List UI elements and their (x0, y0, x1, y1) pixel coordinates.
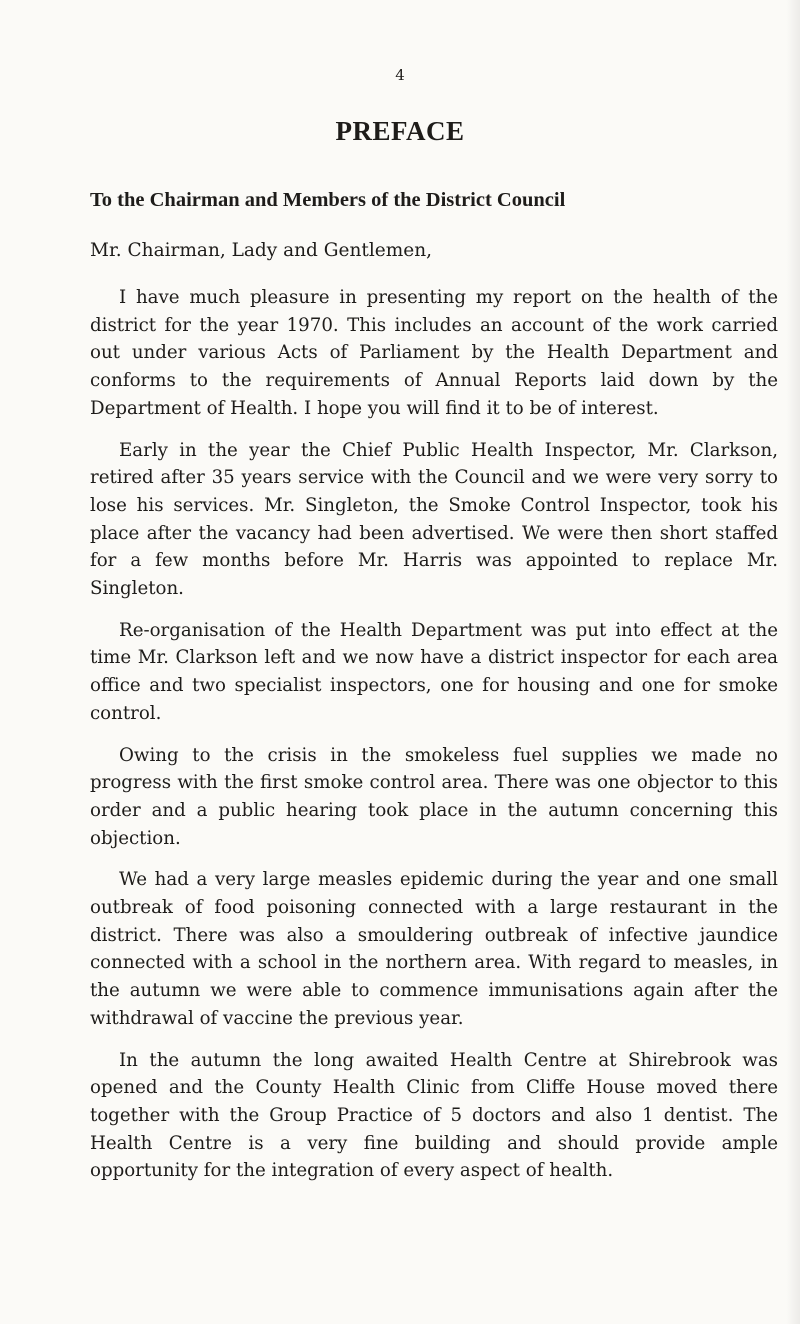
paragraph-staff-changes: Early in the year the Chief Public Health Inspector, Mr. Clarkson, retired after 35 years service with the Council and we were very sorry to lose his services. Mr. Singleton, the Smoke Control Inspector, took his place after the vacancy had been advertised. We were then short staffed for a few months before Mr. Harris was appointed to replace Mr. Singleton. (90, 439, 778, 600)
paragraph-epidemics: We had a very large measles epidemic during the year and one small outbreak of food poisoning connected with a large restaurant in the district. There was also a smouldering outbreak of infective jaundice connected with a school in the northern area. With regard to measles, in the autumn we were able to commence immunisations again after the withdrawal of vaccine the previous year. (90, 869, 778, 1029)
paragraph-report-intro: I have much pleasure in presenting my report on the health of the district for the year 1970. This includes an account of the work carried out under various Acts of Parliament by the Health Department and conforms to the requirements of Annual Reports laid down by the Department of Health. I hope you will find it to be of interest. (90, 287, 778, 419)
salutation: Mr. Chairman, Lady and Gentlemen, (90, 240, 433, 261)
paragraph-reorganisation: Re-organisation of the Health Department was put into effect at the time Mr. Clarkson left and we now have a district inspector for each area office and two specialist inspectors, one for housing and one for smoke control. (90, 619, 778, 724)
page-number: 4 (395, 66, 405, 84)
address-line: To the Chairman and Members of the District Council (90, 189, 566, 211)
paragraph-health-centre: In the autumn the long awaited Health Centre at Shirebrook was opened and the County Health Clinic from Cliffe House moved there together with the Group Practice of 5 doctors and also 1 dentist. The Health Centre is a very fine building and should provide ample opportunity for the integration of every aspect of health. (90, 1049, 778, 1182)
page-title: PREFACE (335, 116, 465, 146)
paragraph-smoke-control: Owing to the crisis in the smokeless fuel supplies we made no progress with the first smoke control area. There was one objector to this order and a public hearing took place in the autumn concerning this objection. (90, 744, 778, 849)
body-text (90, 284, 778, 1199)
